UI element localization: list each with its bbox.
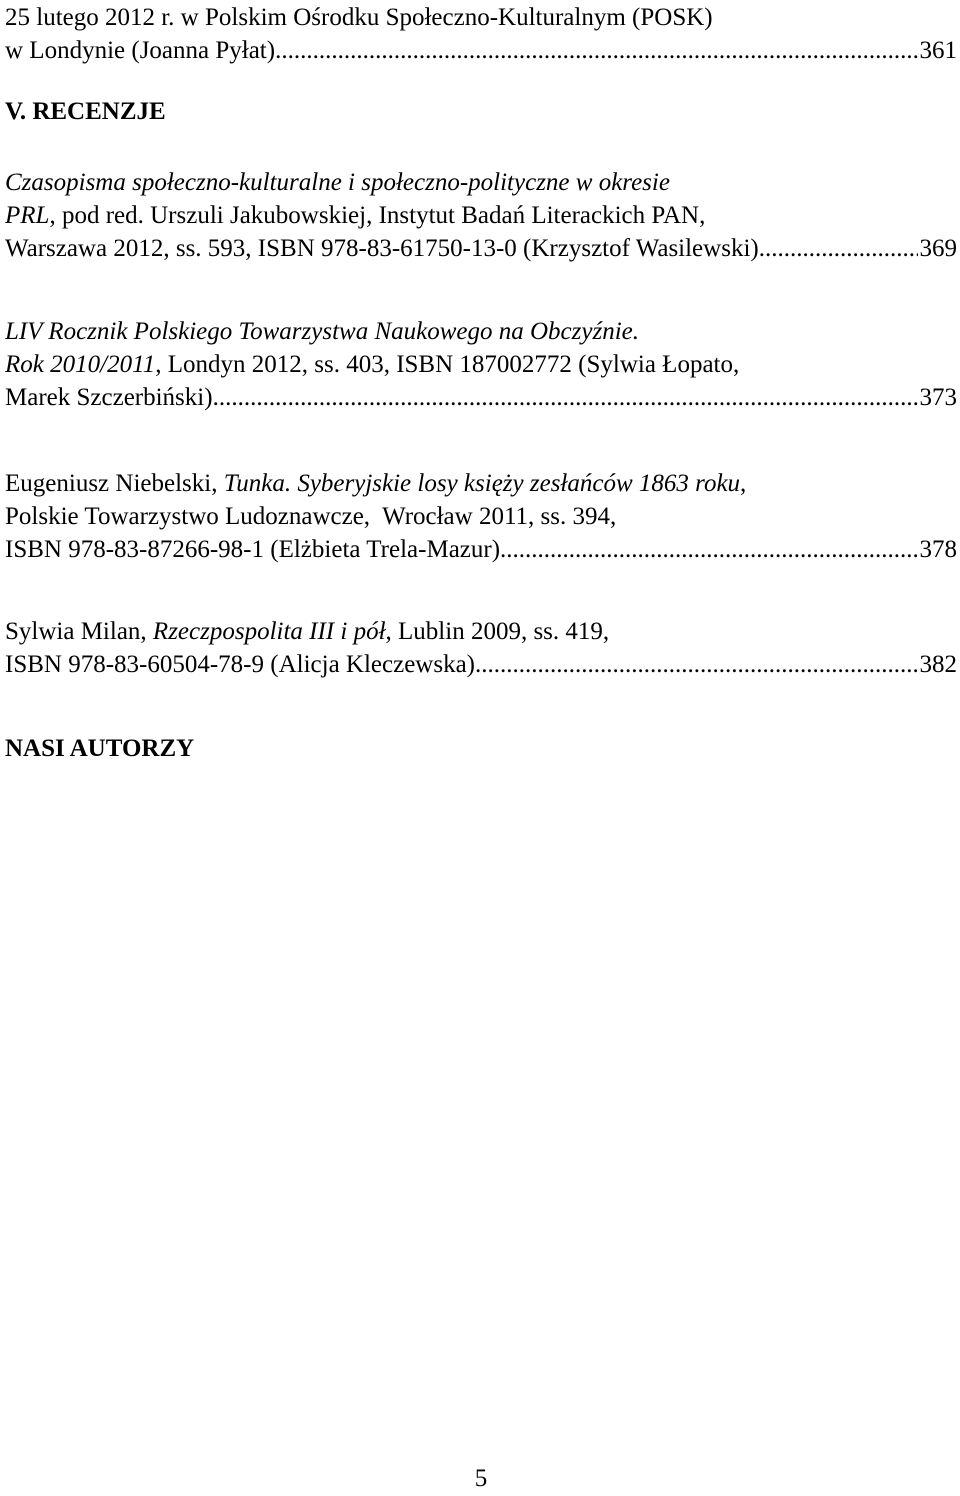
page-number-footer: 5 — [474, 1465, 488, 1492]
toc-page-number: 369 — [919, 235, 957, 262]
toc-entry-posk — [5, 1, 957, 67]
toc-entry-text: Marek Szczerbiński) — [5, 384, 213, 411]
toc-entry-line — [5, 166, 957, 199]
toc-page-number: 373 — [919, 384, 957, 411]
toc-entry-line — [5, 381, 957, 414]
review-author: Sylwia Milan, — [5, 618, 153, 645]
toc-entry-line — [5, 315, 957, 348]
toc-entry-line — [5, 348, 957, 381]
review-punct: , — [740, 470, 747, 497]
toc-entry-review-1 — [5, 166, 957, 265]
toc-entry-line — [5, 615, 957, 648]
toc-entry-line — [5, 467, 957, 500]
document-page — [5, 0, 957, 1496]
dot-leader — [213, 381, 918, 414]
toc-entry-line — [5, 34, 957, 67]
dot-leader — [759, 232, 918, 265]
section-title: NASI AUTORZY — [5, 735, 195, 762]
review-author: Eugeniusz Niebelski, — [5, 470, 224, 497]
toc-entry-line — [5, 533, 957, 566]
toc-entry-text: ISBN 978-83-87266-98-1 (Elżbieta Trela-Mazur) — [5, 536, 501, 563]
toc-entry-text: Warszawa 2012, ss. 593, ISBN 978-83-61750-13-0 (Krzysztof Wasilewski) — [5, 235, 759, 262]
toc-entry-review-4 — [5, 615, 957, 681]
dot-leader — [475, 648, 917, 681]
review-details: , Londyn 2012, ss. 403, ISBN 187002772 (Sylwia Łopato, — [155, 351, 740, 378]
review-title-cont: Rok 2010/2011 — [5, 351, 156, 378]
toc-entry-line: 25 lutego 2012 r. w Polskim Ośrodku Społeczno-Kulturalnym (POSK) — [5, 4, 713, 31]
toc-entry-review-2 — [5, 315, 957, 414]
toc-entry-text: ISBN 978-83-60504-78-9 (Alicja Kleczewska) — [5, 651, 476, 678]
toc-entry-line — [5, 232, 957, 265]
review-title: Tunka. Syberyjskie losy księży zesłańców 1863 roku — [223, 470, 741, 497]
dot-leader — [275, 34, 917, 67]
toc-entry-review-3 — [5, 467, 957, 566]
toc-page-number: 382 — [919, 651, 957, 678]
review-details: , Lublin 2009, ss. 419, — [385, 618, 610, 645]
toc-entry-line — [5, 199, 957, 232]
review-details: , pod red. Urszuli Jakubowskiej, Instytut Badań Literackich PAN, — [49, 202, 706, 229]
toc-entry-line — [5, 648, 957, 681]
review-title: LIV Rocznik Polskiego Towarzystwa Naukowego na Obczyźnie. — [5, 318, 639, 345]
section-title: V. RECENZJE — [5, 98, 166, 125]
section-heading-nasi-autorzy — [5, 732, 957, 765]
review-title: Czasopisma społeczno-kulturalne i społeczno-polityczne w okresie — [5, 169, 670, 196]
dot-leader — [500, 533, 917, 566]
section-heading-recenzje — [5, 95, 957, 128]
review-title-cont: PRL — [5, 202, 50, 229]
toc-entry-text: w Londynie (Joanna Pyłat) — [5, 37, 276, 64]
toc-page-number: 378 — [919, 536, 957, 563]
review-title: Rzeczpospolita III i pół — [152, 618, 386, 645]
toc-page-number: 361 — [919, 37, 957, 64]
toc-entry-line: Polskie Towarzystwo Ludoznawcze, Wrocław 2011, ss. 394, — [5, 503, 617, 530]
